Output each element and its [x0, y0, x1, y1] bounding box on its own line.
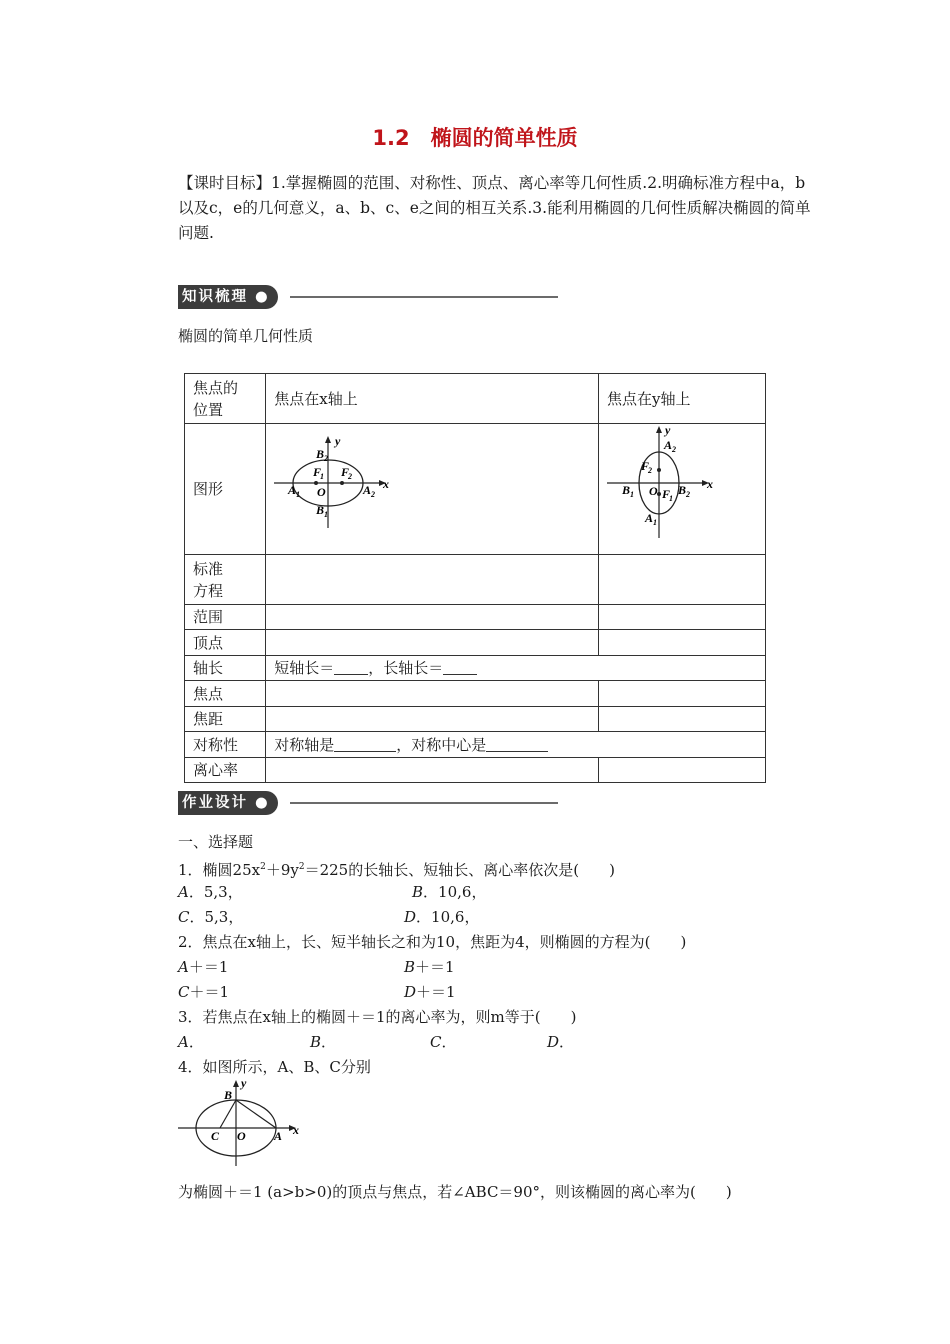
question-2: 2．焦点在x轴上，长、短半轴长之和为10，焦距为4，则椭圆的方程为( ): [178, 933, 687, 951]
table-row: [185, 732, 766, 758]
table-row: [185, 374, 766, 424]
section-label: 作业设计 ●: [178, 791, 278, 815]
table-row: [185, 555, 766, 605]
row-axis-length: 轴长: [185, 656, 266, 681]
page-title: 1.2 椭圆的简单性质: [372, 126, 578, 150]
label-x: x: [383, 477, 390, 491]
table-row: [185, 605, 766, 630]
question-3: 3．若焦点在x轴上的椭圆＋＝1的离心率为，则m等于( ): [178, 1008, 577, 1026]
q3-option-b[interactable]: B．: [310, 1033, 337, 1051]
row-standard-equation: 标准 方程: [185, 555, 266, 605]
header-x-axis: 焦点在x轴上: [266, 374, 599, 424]
row-figure-label: 图形: [185, 424, 266, 555]
q2-option-d[interactable]: D＋＝1: [404, 983, 456, 1001]
exercise-heading: 一、选择题: [178, 833, 254, 851]
svg-text:O: O: [237, 1129, 246, 1143]
svg-text:A: A: [645, 511, 654, 525]
q3-option-a[interactable]: A．: [178, 1033, 204, 1051]
svg-text:2: 2: [348, 472, 353, 481]
divider: [290, 296, 558, 298]
svg-text:1: 1: [630, 490, 634, 499]
svg-text:y: y: [665, 424, 671, 437]
q1-option-d[interactable]: D．10,6，: [404, 908, 480, 926]
symmetry-cell: 对称轴是 ，对称中心是: [266, 732, 766, 758]
svg-text:F: F: [313, 465, 322, 479]
svg-text:F: F: [641, 459, 650, 473]
row-eccentricity: 离心率: [185, 758, 266, 783]
axis-length-cell: 短轴长＝ ，长轴长＝: [266, 656, 766, 681]
section-label: 知识梳理 ●: [178, 285, 278, 309]
svg-text:O: O: [649, 484, 658, 498]
svg-text:A: A: [664, 438, 673, 452]
table-row: [185, 707, 766, 732]
svg-text:B: B: [224, 1088, 233, 1102]
table-row: [185, 424, 766, 555]
row-focus: 焦点: [185, 681, 266, 707]
ellipse-x-diagram: [266, 424, 582, 548]
svg-text:B: B: [316, 503, 325, 517]
q2-option-a[interactable]: A＋＝1: [178, 958, 229, 976]
svg-text:2: 2: [686, 490, 690, 499]
objective-tag: 【课时目标】: [178, 174, 272, 192]
q3-option-d[interactable]: D．: [547, 1033, 575, 1051]
q4-ellipse-diagram: [176, 1076, 308, 1168]
svg-text:1: 1: [320, 472, 325, 481]
svg-text:B: B: [316, 447, 325, 461]
divider: [290, 802, 558, 804]
table-row: [185, 681, 766, 707]
figure-x-ellipse: [266, 424, 599, 555]
svg-text:1: 1: [653, 518, 657, 527]
label-O: O: [317, 485, 326, 499]
row-focal-distance: 焦距: [185, 707, 266, 732]
svg-text:A: A: [274, 1129, 283, 1143]
q2-option-b[interactable]: B＋＝1: [404, 958, 455, 976]
svg-text:1: 1: [296, 490, 301, 499]
q1-option-b[interactable]: B．10,6，: [412, 883, 487, 901]
row-symmetry: 对称性: [185, 732, 266, 758]
svg-text:C: C: [211, 1129, 220, 1143]
section-knowledge: [178, 285, 558, 309]
svg-text:A: A: [288, 483, 297, 497]
header-y-axis: 焦点在y轴上: [599, 374, 766, 424]
svg-text:F: F: [662, 487, 671, 501]
svg-text:x: x: [293, 1123, 299, 1137]
row-vertex: 顶点: [185, 630, 266, 656]
table-caption: 椭圆的简单几何性质: [178, 327, 314, 345]
svg-text:2: 2: [371, 490, 376, 499]
q1-option-c[interactable]: C．5,3，: [178, 908, 244, 926]
section-homework: [178, 791, 558, 815]
svg-text:B: B: [678, 483, 687, 497]
header-position: 焦点的 位置: [185, 374, 266, 424]
question-1: 1．椭圆$25x^2+9y^2=225$的长轴长、短轴长、离心率依次是( ): [178, 861, 615, 879]
table-row: [185, 758, 766, 783]
svg-text:y: y: [241, 1076, 247, 1090]
q3-option-c[interactable]: C．: [430, 1033, 457, 1051]
q1-option-a[interactable]: A．5,3，: [178, 883, 243, 901]
svg-text:x: x: [707, 477, 713, 491]
svg-text:1: 1: [324, 510, 329, 519]
table-row: [185, 656, 766, 681]
svg-text:A: A: [363, 483, 372, 497]
objective-text: 1.掌握椭圆的范围、对称性、顶点、离心率等几何性质.2.明确标准方程中a，b以及c，e的几何意义，a、b、c、e之间的相互关系.3.能利用椭圆的几何性质解决椭圆的简单问题.: [178, 174, 811, 242]
row-range: 范围: [185, 605, 266, 630]
question-4: 4．如图所示，A、B、C分别: [178, 1058, 371, 1076]
properties-table: [184, 373, 766, 783]
svg-text:2: 2: [672, 445, 676, 454]
question-4-continued: 为椭圆＋＝1 (a>b>0)的顶点与焦点，若∠ABC＝90°，则该椭圆的离心率为( ): [178, 1183, 732, 1201]
table-row: [185, 630, 766, 656]
figure-y-ellipse: [599, 424, 766, 555]
lesson-objective: [178, 171, 818, 246]
ellipse-y-diagram: [599, 424, 765, 548]
svg-text:1: 1: [669, 494, 673, 503]
svg-text:B: B: [622, 483, 631, 497]
svg-text:2: 2: [324, 454, 329, 463]
q2-option-c[interactable]: C＋＝1: [178, 983, 230, 1001]
svg-text:2: 2: [648, 466, 652, 475]
svg-text:F: F: [341, 465, 350, 479]
label-y: y: [335, 434, 341, 448]
